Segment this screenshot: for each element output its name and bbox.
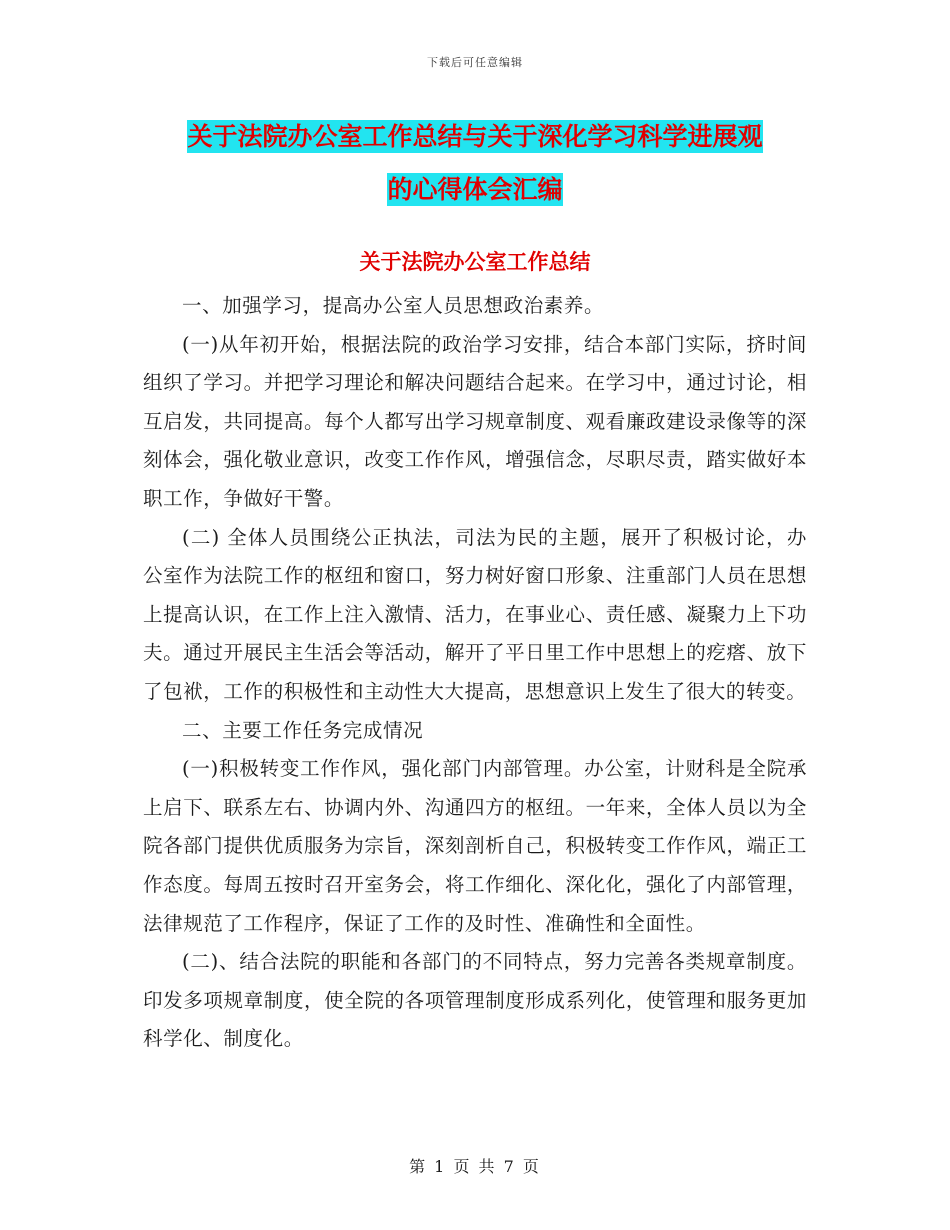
- paragraph: (一)从年初开始，根据法院的政治学习安排，结合本部门实际，挤时间组织了学习。并把学习理论和解决问题结合起来。在学习中，通过讨论，相互启发，共同提高。每个人都写出学习规章制度、观看廉政建设录像等的深刻体会，强化敬业意识，改变工作作风，增强信念，尽职尽责，踏实做好本职工作，争做好干警。: [143, 332, 807, 510]
- paragraph: 一、加强学习，提高办公室人员思想政治素养。: [182, 294, 605, 317]
- document-title-line-2: 的心得体会汇编: [387, 175, 563, 204]
- header-note: 下载后可任意编辑: [427, 56, 523, 69]
- document-title: [0, 110, 950, 216]
- document-title-line-1: 关于法院办公室工作总结与关于深化学习科学进展观: [187, 122, 763, 151]
- paragraph: (一)积极转变工作作风，强化部门内部管理。办公室，计财科是全院承上启下、联系左右、协调内外、沟通四方的枢纽。一年来，全体人员以为全院各部门提供优质服务为宗旨，深刻剖析自己，积极转变工作作风，端正工作态度。每周五按时召开室务会，将工作细化、深化化，强化了内部管理，法律规范了工作程序，保证了工作的及时性、准确性和全面性。: [143, 757, 807, 935]
- document-body: [143, 287, 807, 1059]
- page-number-footer: 第 1 页 共 7 页: [409, 1157, 541, 1176]
- paragraph: (二) 全体人员围绕公正执法，司法为民的主题，展开了积极讨论，办公室作为法院工作的枢纽和窗口，努力树好窗口形象、注重部门人员在思想上提高认识，在工作上注入激情、活力，在事业心、责任感、凝聚力上下功夫。通过开展民主生活会等活动，解开了平日里工作中思想上的疙瘩、放下了包袱，工作的积极性和主动性大大提高，思想意识上发生了很大的转变。: [143, 525, 807, 703]
- paragraph: 二、主要工作任务完成情况: [182, 718, 424, 742]
- paragraph: (二)、结合法院的职能和各部门的不同特点，努力完善各类规章制度。印发多项规章制度，使全院的各项管理制度形成系列化，使管理和服务更加科学化、制度化。: [143, 950, 807, 1051]
- section-title: 关于法院办公室工作总结: [359, 250, 591, 274]
